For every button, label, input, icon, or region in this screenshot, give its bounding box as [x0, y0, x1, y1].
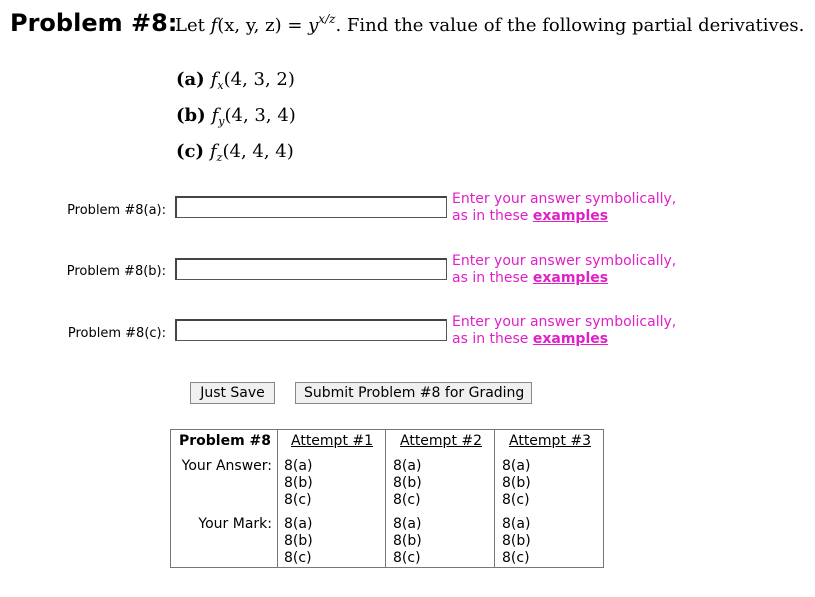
- function-name: f: [210, 15, 218, 36]
- list-item: 8(a): [393, 458, 422, 474]
- answer-c-hint: [452, 314, 676, 348]
- attempt-2-header: Attempt #2: [400, 433, 483, 449]
- list-item: 8(c): [502, 492, 530, 508]
- just-save-button[interactable]: Just Save: [190, 382, 275, 404]
- answer-c-hint-line2: as in these: [452, 331, 529, 347]
- attempt-3-answers: [502, 458, 531, 509]
- list-item: 8(a): [502, 458, 531, 474]
- answer-a-input[interactable]: [175, 196, 447, 218]
- attempts-table: [170, 429, 604, 568]
- part-b: [176, 104, 296, 128]
- part-a-label: (a): [176, 69, 205, 90]
- list-item: 8(a): [284, 516, 313, 532]
- answer-a-hint-line2: as in these: [452, 208, 529, 224]
- problem-statement: [175, 14, 804, 38]
- your-mark-label: Your Mark:: [198, 516, 272, 532]
- answer-b-hint: [452, 253, 676, 287]
- answer-b-hint-line2: as in these: [452, 270, 529, 286]
- problem-title: Problem #8:: [10, 9, 178, 37]
- part-b-args: (4, 3, 4): [224, 105, 296, 126]
- list-item: 8(c): [393, 550, 421, 566]
- part-c-sub: z: [216, 151, 223, 164]
- list-item: 8(c): [393, 492, 421, 508]
- part-b-func: f: [211, 105, 219, 126]
- part-b-label: (b): [176, 105, 206, 126]
- attempt-1-answers: [284, 458, 313, 509]
- attempt-2-marks: [393, 516, 422, 567]
- statement-suffix: . Find the value of the following partial derivatives.: [335, 15, 805, 36]
- list-item: 8(b): [393, 475, 422, 491]
- list-item: 8(b): [284, 475, 313, 491]
- part-a-sub: x: [217, 79, 224, 92]
- attempt-3-marks: [502, 516, 531, 567]
- answer-a-hint: [452, 191, 676, 225]
- answer-c-hint-line1: Enter your answer symbolically,: [452, 314, 677, 330]
- attempts-header: Problem #8: [179, 433, 272, 449]
- attempt-1-header: Attempt #1: [291, 433, 374, 449]
- attempt-1-marks: [284, 516, 313, 567]
- part-c-args: (4, 4, 4): [222, 141, 294, 162]
- answer-a-hint-line1: Enter your answer symbolically,: [452, 191, 677, 207]
- table-divider: [494, 430, 495, 567]
- list-item: 8(c): [502, 550, 530, 566]
- answer-b-label: Problem #8(b):: [66, 264, 166, 279]
- answer-a-examples-link[interactable]: examples: [532, 208, 609, 224]
- list-item: 8(b): [393, 533, 422, 549]
- table-divider: [385, 430, 386, 567]
- function-base: y: [308, 15, 319, 36]
- list-item: 8(c): [284, 550, 312, 566]
- part-a: [176, 68, 295, 92]
- part-c: [176, 140, 294, 164]
- statement-prefix: Let: [175, 15, 205, 36]
- attempt-3-header: Attempt #3: [509, 433, 592, 449]
- answer-c-input[interactable]: [175, 319, 447, 341]
- answer-b-examples-link[interactable]: examples: [532, 270, 609, 286]
- answer-a-label: Problem #8(a):: [67, 203, 166, 218]
- table-divider: [277, 430, 278, 567]
- part-a-func: f: [210, 69, 218, 90]
- list-item: 8(b): [502, 475, 531, 491]
- attempt-2-answers: [393, 458, 422, 509]
- function-args: (x, y, z) =: [217, 15, 309, 36]
- your-answer-label: Your Answer:: [181, 458, 272, 474]
- list-item: 8(b): [502, 533, 531, 549]
- list-item: 8(a): [393, 516, 422, 532]
- part-c-label: (c): [176, 141, 204, 162]
- list-item: 8(a): [284, 458, 313, 474]
- part-a-args: (4, 3, 2): [223, 69, 295, 90]
- list-item: 8(a): [502, 516, 531, 532]
- answer-b-hint-line1: Enter your answer symbolically,: [452, 253, 677, 269]
- answer-c-label: Problem #8(c):: [67, 326, 166, 341]
- list-item: 8(b): [284, 533, 313, 549]
- list-item: 8(c): [284, 492, 312, 508]
- answer-c-examples-link[interactable]: examples: [532, 331, 609, 347]
- submit-grading-button[interactable]: Submit Problem #8 for Grading: [295, 382, 532, 404]
- answer-b-input[interactable]: [175, 258, 447, 280]
- part-c-func: f: [210, 141, 217, 162]
- function-exponent: x/z: [318, 12, 336, 26]
- part-b-sub: y: [218, 115, 225, 128]
